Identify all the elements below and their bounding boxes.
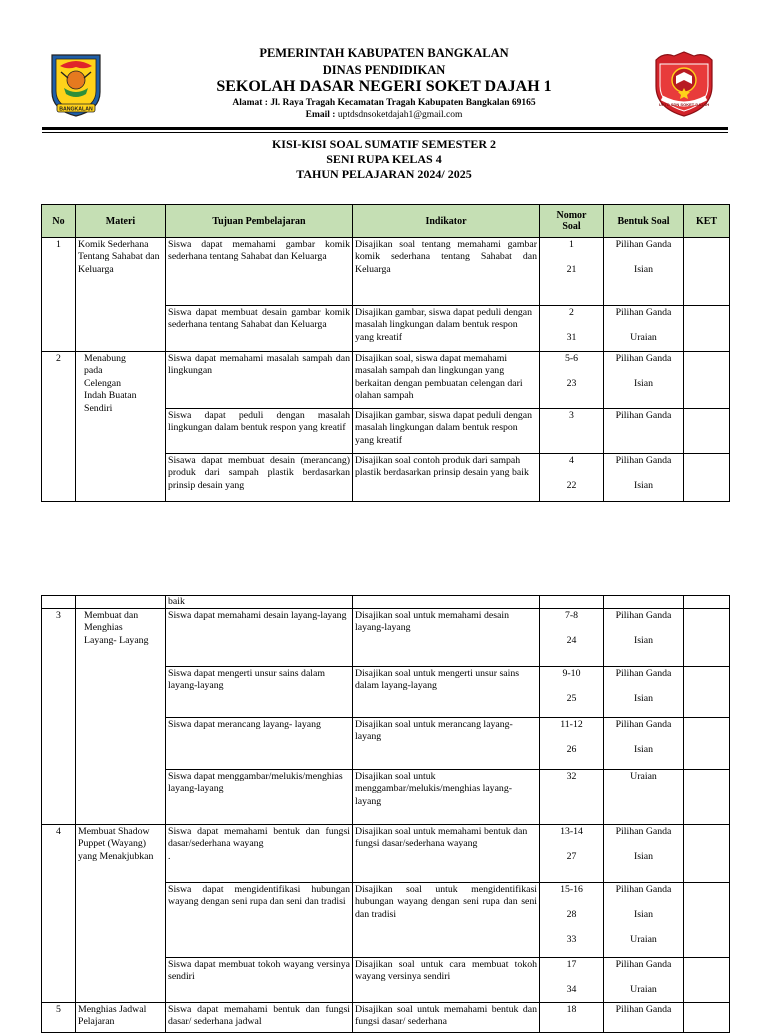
row-ket xyxy=(684,306,730,352)
header-divider-thick xyxy=(42,127,728,130)
row-tujuan: Sisawa dapat membuat desain (merancang) produk dari sampah plastik berdasarkan prinsip desain yang xyxy=(166,454,353,502)
right-logo-text: UPTD SDN SOKET DAJAH xyxy=(658,102,710,107)
row-ket xyxy=(684,454,730,502)
row-nomor-soal: 1 21 xyxy=(540,238,604,306)
row-bentuk-soal: Pilihan Ganda Isian xyxy=(604,352,684,409)
doc-title-line3: TAHUN PELAJARAN 2024/ 2025 xyxy=(296,167,472,181)
row-tujuan: Siswa dapat memahami bentuk dan fungsi dasar/ sederhana jadwal xyxy=(166,1003,353,1033)
row-ket xyxy=(684,238,730,306)
row-indikator: Disajikan soal untuk memahami desain layang-layang xyxy=(353,609,540,667)
row-nomor-soal: 17 34 xyxy=(540,958,604,1003)
row-indikator: Disajikan soal untuk memahami bentuk dan fungsi dasar/sederhana wayang xyxy=(353,825,540,883)
table-row xyxy=(42,1003,730,1033)
row-bentuk-soal: Pilihan Ganda Isian xyxy=(604,454,684,502)
row-bentuk-soal: Pilihan Ganda Isian Uraian xyxy=(604,883,684,958)
row-bentuk-soal: Pilihan Ganda xyxy=(604,409,684,454)
row-tujuan: Siswa dapat mengerti unsur sains dalam layang-layang xyxy=(166,667,353,718)
column-header-tujuan: Tujuan Pembelajaran xyxy=(166,205,353,238)
row-no: 1 xyxy=(42,238,76,352)
row-ket xyxy=(684,770,730,825)
row-no: 5 xyxy=(42,1003,76,1033)
table-row xyxy=(42,609,730,667)
row-materi: Membuat dan Menghias Layang- Layang xyxy=(76,609,166,825)
row-bentuk-soal: Pilihan Ganda Isian xyxy=(604,238,684,306)
row-no: 2 xyxy=(42,352,76,502)
row-ket xyxy=(684,958,730,1003)
row-tujuan: Siswa dapat memahami gambar komik sederhana tentang Sahabat dan Keluarga xyxy=(166,238,353,306)
row-nomor-soal: 5-6 23 xyxy=(540,352,604,409)
row-indikator: Disajikan gambar, siswa dapat peduli dengan masalah lingkungan dalam bentuk respon yang kreatif xyxy=(353,306,540,352)
row-bentuk-soal: Pilihan Ganda Isian xyxy=(604,825,684,883)
table-row xyxy=(42,238,730,306)
row-bentuk-soal: Pilihan Ganda Uraian xyxy=(604,958,684,1003)
row-ket xyxy=(684,1003,730,1033)
row-indikator: Disajikan soal untuk merancang layang- layang xyxy=(353,718,540,770)
row-ket xyxy=(684,409,730,454)
row-bentuk-soal xyxy=(604,596,684,609)
row-materi: Komik Sederhana Tentang Sahabat dan Keluarga xyxy=(76,238,166,352)
row-indikator: Disajikan gambar, siswa dapat peduli dengan masalah lingkungan dalam bentuk respon yang kreatif xyxy=(353,409,540,454)
row-tujuan: Siswa dapat memahami desain layang-layang xyxy=(166,609,353,667)
column-header-bentuk-soal: Bentuk Soal xyxy=(604,205,684,238)
header-divider-thin xyxy=(42,132,728,133)
header-email-address: uptdsdnsoketdajah1@gmail.com xyxy=(337,110,463,120)
row-tujuan: Siswa dapat membuat desain gambar komik sederhana tentang Sahabat dan Keluarga xyxy=(166,306,353,352)
column-header-no: No xyxy=(42,205,76,238)
header-government-line: PEMERINTAH KABUPATEN BANGKALAN xyxy=(259,46,509,60)
table-row xyxy=(42,596,730,609)
row-no: 4 xyxy=(42,825,76,1003)
row-indikator: Disajikan soal untuk cara membuat tokoh wayang versinya sendiri xyxy=(353,958,540,1003)
column-header-indikator: Indikator xyxy=(353,205,540,238)
header-department-line: DINAS PENDIDIKAN xyxy=(322,63,446,77)
row-bentuk-soal: Pilihan Ganda Isian xyxy=(604,718,684,770)
table-row xyxy=(42,825,730,883)
row-indikator: Disajikan soal untuk menggambar/melukis/menghias layang-layang xyxy=(353,770,540,825)
row-ket xyxy=(684,883,730,958)
header-school-name: SEKOLAH DASAR NEGERI SOKET DAJAH 1 xyxy=(216,78,552,95)
row-indikator: Disajikan soal untuk mengerti unsur sains dalam layang-layang xyxy=(353,667,540,718)
row-bentuk-soal: Pilihan Ganda xyxy=(604,1003,684,1033)
row-tujuan: Siswa dapat memahami bentuk dan fungsi dasar/sederhana wayang . xyxy=(166,825,353,883)
doc-title-line1: KISI-KISI SOAL SUMATIF SEMESTER 2 xyxy=(271,137,497,151)
row-indikator: Disajikan soal contoh produk dari sampah plastik berdasarkan prinsip desain yang baik xyxy=(353,454,540,502)
row-ket xyxy=(684,825,730,883)
table-row xyxy=(42,352,730,409)
row-nomor-soal: 2 31 xyxy=(540,306,604,352)
row-materi xyxy=(76,596,166,609)
row-no xyxy=(42,596,76,609)
row-ket xyxy=(684,609,730,667)
row-ket xyxy=(684,667,730,718)
row-bentuk-soal: Uraian xyxy=(604,770,684,825)
column-header-ket: KET xyxy=(684,205,730,238)
header-email-line xyxy=(0,110,768,120)
row-nomor-soal: 9-10 25 xyxy=(540,667,604,718)
column-header-materi: Materi xyxy=(76,205,166,238)
row-tujuan: Siswa dapat menggambar/melukis/menghias layang-layang xyxy=(166,770,353,825)
row-materi: Membuat Shadow Puppet (Wayang) yang Menakjubkan xyxy=(76,825,166,1003)
column-header-nomor-soal: Nomor Soal xyxy=(540,205,604,238)
row-tujuan: Siswa dapat peduli dengan masalah lingkungan dalam bentuk respon yang kreatif xyxy=(166,409,353,454)
row-indikator: Disajikan soal tentang memahami gambar komik sederhana tentang Sahabat dan Keluarga xyxy=(353,238,540,306)
row-tujuan: baik xyxy=(166,596,353,609)
row-indikator: Disajikan soal untuk mengidentifikasi hubungan wayang dengan seni rupa dan seni dan tradisi xyxy=(353,883,540,958)
row-tujuan: Siswa dapat memahami masalah sampah dan lingkungan xyxy=(166,352,353,409)
row-nomor-soal xyxy=(540,596,604,609)
row-nomor-soal: 3 xyxy=(540,409,604,454)
row-nomor-soal: 32 xyxy=(540,770,604,825)
row-materi: Menghias Jadwal Pelajaran xyxy=(76,1003,166,1033)
row-indikator xyxy=(353,596,540,609)
kisi-kisi-table-part2 xyxy=(41,595,730,1033)
header-address: Alamat : Jl. Raya Tragah Kecamatan Tragah Kabupaten Bangkalan 69165 xyxy=(232,98,536,108)
row-tujuan: Siswa dapat membuat tokoh wayang versinya sendiri xyxy=(166,958,353,1003)
doc-title-line2: SENI RUPA KELAS 4 xyxy=(326,152,442,166)
row-tujuan: Siswa dapat mengidentifikasi hubungan wayang dengan seni rupa dan seni dan tradisi xyxy=(166,883,353,958)
row-nomor-soal: 18 xyxy=(540,1003,604,1033)
row-bentuk-soal: Pilihan Ganda Isian xyxy=(604,609,684,667)
row-nomor-soal: 11-12 26 xyxy=(540,718,604,770)
row-bentuk-soal: Pilihan Ganda Isian xyxy=(604,667,684,718)
row-nomor-soal: 13-14 27 xyxy=(540,825,604,883)
row-ket xyxy=(684,718,730,770)
header-email-label: Email : xyxy=(305,110,336,120)
row-bentuk-soal: Pilihan Ganda Uraian xyxy=(604,306,684,352)
row-nomor-soal: 7-8 24 xyxy=(540,609,604,667)
row-tujuan: Siswa dapat merancang layang- layang xyxy=(166,718,353,770)
row-indikator: Disajikan soal untuk memahami bentuk dan fungsi dasar/ sederhana xyxy=(353,1003,540,1033)
row-ket xyxy=(684,596,730,609)
kisi-kisi-table-part1 xyxy=(41,204,730,502)
row-no: 3 xyxy=(42,609,76,825)
row-nomor-soal: 15-16 28 33 xyxy=(540,883,604,958)
row-ket xyxy=(684,352,730,409)
row-nomor-soal: 4 22 xyxy=(540,454,604,502)
row-materi: Menabung pada Celengan Indah Buatan Sendiri xyxy=(76,352,166,502)
left-logo-text: BANGKALAN xyxy=(59,106,93,113)
row-indikator: Disajikan soal, siswa dapat memahami masalah sampah dan lingkungan yang berkaitan dengan pembuatan celengan dari olahan sampah xyxy=(353,352,540,409)
